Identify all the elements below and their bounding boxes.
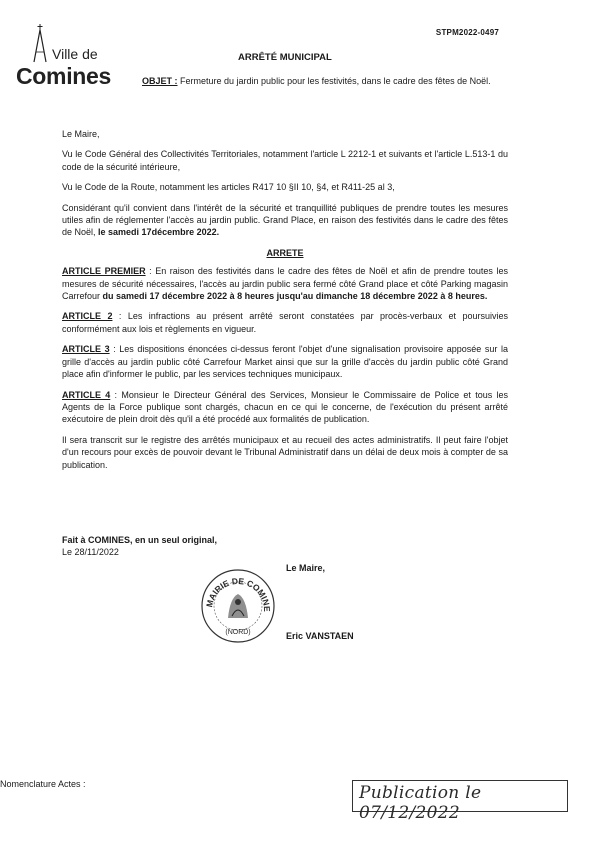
article-3 <box>62 343 508 380</box>
article-1-text: : En raison des festivités dans le cadre des fêtes de Noël et afin de prendre toutes les mesures de sécurité nécessaires, l'accès au jardin public sera fermé côté Grand place et côté Parking magasin Carrefour <box>62 266 508 302</box>
document-title: ARRÊTÉ MUNICIPAL <box>238 52 332 63</box>
article-4-text: : Monsieur le Directeur Général des Services, Monsieur le Commissaire de Police et tous les Agents de la Force publique sont chargés, chacun en ce qui le concerne, de l'exécution du présent arrêté exécutoire de plein droit dès qu'il a été procédé aux formalités de publication. <box>62 389 508 425</box>
article-3-label: ARTICLE 3 <box>62 344 110 355</box>
signature-title: Le Maire, <box>286 563 326 573</box>
article-1-label: ARTICLE PREMIER <box>62 266 146 277</box>
objet-label: OBJET : <box>142 76 178 86</box>
arrete-heading: ARRETE <box>266 247 304 258</box>
logo-ville-text: Ville de <box>52 46 98 62</box>
document-reference: STPM2022-0497 <box>435 28 499 37</box>
comines-logo <box>14 22 124 92</box>
article-1 <box>62 265 508 302</box>
document-body <box>62 128 508 479</box>
publication-stamp <box>352 780 568 823</box>
article-2-label: ARTICLE 2 <box>62 311 113 322</box>
publication-text: Publication le 07/12/2022 <box>359 783 482 823</box>
article-1-dates: du samedi 17 décembre 2022 à 8 heures jusqu'au dimanche 18 décembre 2022 à 8 heures. <box>102 291 488 302</box>
nomenclature-label: Nomenclature Actes : <box>0 779 86 789</box>
logo-comines-text: Comines <box>16 63 112 89</box>
article-2-text: : Les infractions au présent arrêté seront constatées par procès-verbaux et poursuivies conformément aux lois et règlements en vigueur. <box>62 311 508 334</box>
signatory-name: Eric VANSTAEN <box>286 631 354 641</box>
article-4-label: ARTICLE 4 <box>62 389 111 400</box>
seal-text: MAIRIE DE COMINE <box>204 575 273 612</box>
le-maire-intro: Le Maire, <box>62 129 100 139</box>
fait-line: Fait à COMINES, en un seul original, <box>62 535 218 545</box>
mairie-seal-stamp <box>198 566 278 646</box>
church-spire-icon <box>30 22 50 66</box>
considerant-paragraph <box>62 202 508 239</box>
fait-date: Le 28/11/2022 <box>62 547 119 557</box>
seal-subtext: (NORD) <box>225 629 251 636</box>
fait-block <box>62 534 217 558</box>
vu-paragraph-1: Vu le Code Général des Collectivités Territoriales, notamment l'article L 2212-1 et suivants et l'article L.513-1 du code de la sécurité intérieure, <box>62 149 508 172</box>
considerant-date: le samedi 17décembre 2022. <box>98 227 220 238</box>
final-paragraph: Il sera transcrit sur le registre des arrêtés municipaux et au recueil des actes administratifs. Il peut faire l'objet d'un recours pour excès de pouvoir devant le Tribunal Administratif dans un délai de deux mois à compter de sa publication. <box>62 434 508 470</box>
objet-text: Fermeture du jardin public pour les festivités, dans le cadre des fêtes de Noël. <box>177 76 491 86</box>
article-3-text: : Les dispositions énoncées ci-dessus feront l'objet d'une signalisation provisoire apposée sur la grille d'accès au jardin public côté Carrefour Market ainsi que sur la grille d'accès du jardin public côté Grand place afin d'informer le public, par les services techniques municipaux. <box>62 344 508 380</box>
article-4 <box>62 389 508 426</box>
article-2 <box>62 310 508 335</box>
vu-paragraph-2: Vu le Code de la Route, notamment les articles R417 10 §II 10, §4, et R411-25 al 3, <box>62 182 395 193</box>
considerant-text: Considérant qu'il convient dans l'intérêt de la sécurité et tranquillité publiques de prendre toutes les mesures utiles afin de réglementer l'accès au jardin public. Grand Place, en raison des festivités dans le cadre des fêtes de Noël, <box>62 202 508 238</box>
seal-icon <box>198 566 278 646</box>
objet-line <box>142 75 502 87</box>
